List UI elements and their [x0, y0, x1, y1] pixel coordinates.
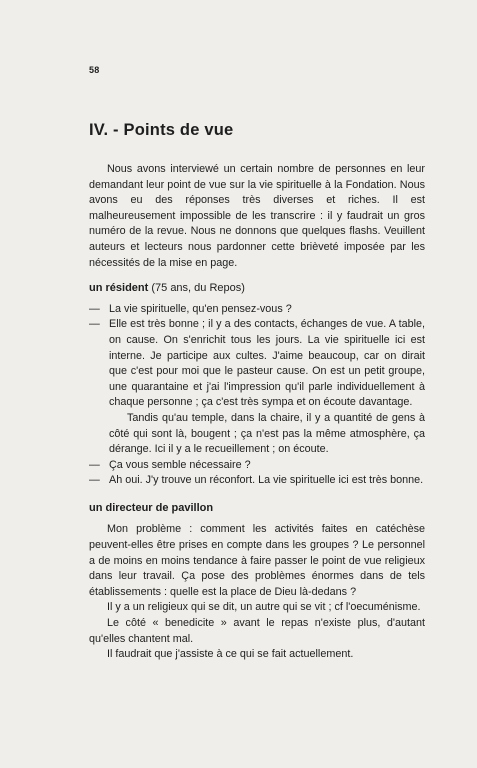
resident-heading-detail: (75 ans, du Repos) [151, 282, 245, 295]
dialogue-text: Ah oui. J'y trouve un réconfort. La vie spirituelle ici est très bonne. [109, 474, 424, 487]
dialogue-continuation: Tandis qu'au temple, dans la chaire, il y a quantité de gens à côté qui sont là, bougent ; ça n'est pas la même atmosphère, ça dérange. Ici il y a le recueillement ; on écoute. [109, 411, 425, 456]
section-title: IV. - Points de vue [89, 121, 234, 139]
dialogue-text: Elle est très bonne ; il y a des contacts, échanges de vue. A table, on cause. On s'enrichit tous les jours. La vie spirituelle ici est interne. Je participe aux cultes. J'aime beaucoup, car on dirait que c'est pour moi que le pasteur cause. On est un petit groupe, une quarantaine et j'ai l'impression qu'il parle individuellement à chaque personne ; ça c'est très sympa et on écoute davantage. [109, 318, 425, 409]
resident-heading-label: un résident [89, 282, 149, 295]
director-paragraph: Il faudrait que j'assiste à ce qui se fait actuellement. [107, 648, 354, 661]
page-body [89, 162, 425, 663]
resident-heading [89, 281, 425, 297]
dialogue-line: — La vie spirituelle, qu'en pensez-vous ? [89, 302, 425, 318]
page-number: 58 [89, 65, 100, 75]
director-paragraph: Il y a un religieux qui se dit, un autre qui se vit ; cf l'oecuménisme. [107, 601, 421, 614]
dialogue-line: — Ah oui. J'y trouve un réconfort. La vie spirituelle ici est très bonne. [89, 473, 425, 489]
dialogue-text: Ça vous semble nécessaire ? [109, 458, 251, 471]
intro-paragraph: Nous avons interviewé un certain nombre de personnes en leur demandant leur point de vue sur la vie spirituelle à la Fondation. Nous avons eu des réponses très diverses et riches. Il est malheureusement impossible de les transcrire : il y faudrait un gros numéro de la revue. Nous ne donnons que quelques flashs. Veuillent auteurs et lecteurs nous pardonner cette brièveté imposée par les nécessités de la mise en page. [89, 163, 425, 269]
director-paragraph: Le côté « benedicite » avant le repas n'existe plus, d'autant qu'elles chantent mal. [89, 617, 425, 645]
dialogue-line: — Ça vous semble nécessaire ? [89, 458, 425, 474]
dialogue-text: La vie spirituelle, qu'en pensez-vous ? [109, 302, 292, 315]
director-heading: un directeur de pavillon [89, 501, 214, 514]
dialogue-line: — Elle est très bonne ; il y a des contacts, échanges de vue. A table, on cause. On s'enrichit tous les jours. La vie spirituelle ici est interne. Je participe aux cultes. J'aime beaucoup, car on dirait que c'est pour moi que le pasteur cause. On est un petit groupe, une quarantaine et j'ai l'impression qu'il parle individuellement à chaque personne ; ça c'est très sympa et on écoute davantage. [89, 317, 425, 411]
director-paragraph: Mon problème : comment les activités faites en catéchèse peuvent-elles être prises en compte dans les groupes ? Le personnel a de moins en moins tendance à faire passer le point de vue religieux dans leur travail. Ça pose des problèmes énormes dans de tels établissements : quelle est la place de Dieu là-dedans ? [89, 523, 425, 598]
